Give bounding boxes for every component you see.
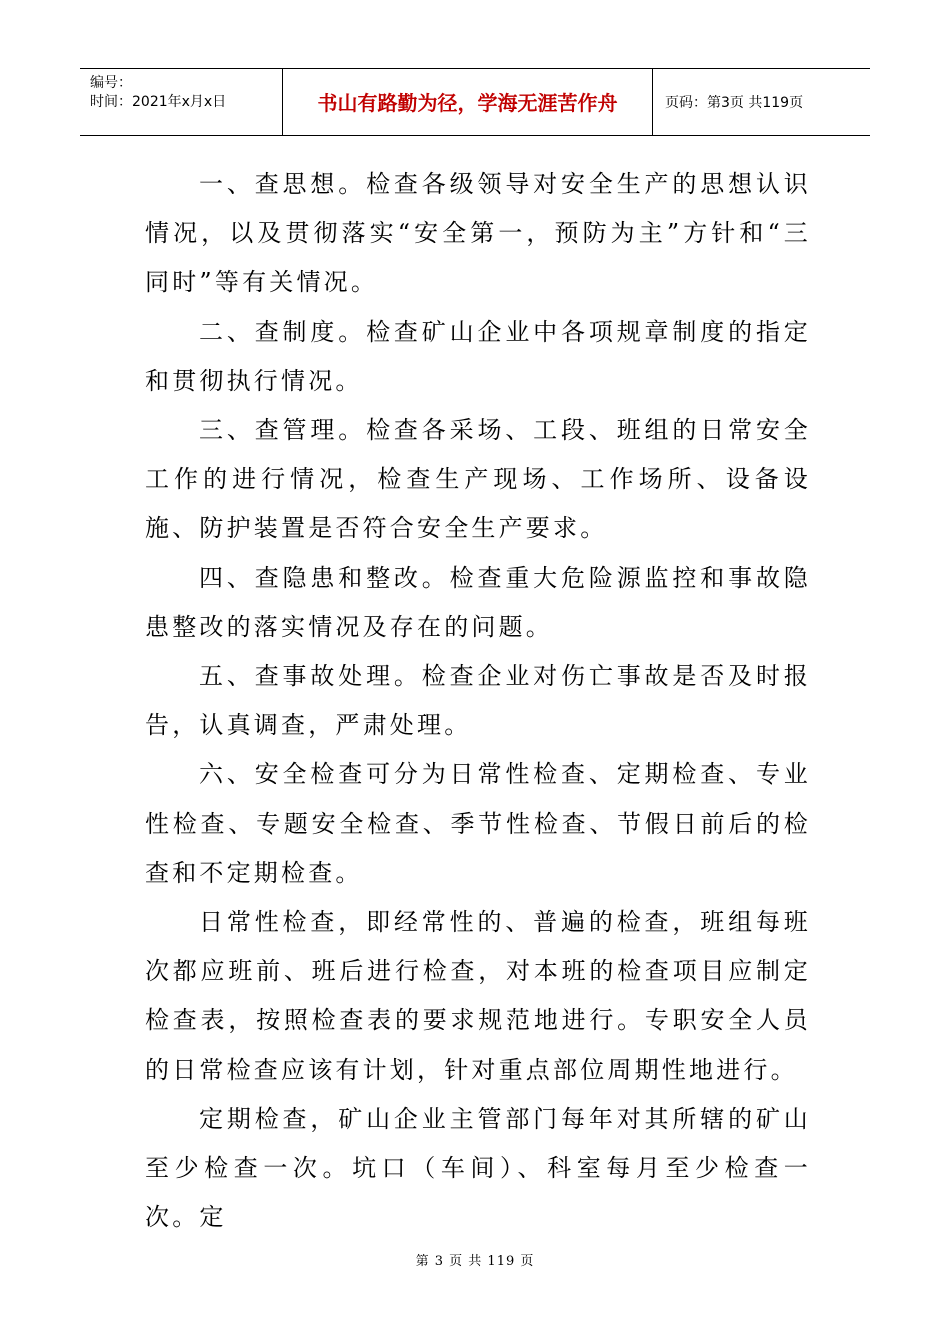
page-header xyxy=(80,68,870,136)
paragraph: 一、查思想。检查各级领导对安全生产的思想认识情况，以及贯彻落实“安全第一，预防为主”方针和“三同时”等有关情况。 xyxy=(145,170,811,297)
paragraph: 定期检查，矿山企业主管部门每年对其所辖的矿山至少检查一次。坑口（车间）、科室每月至少检查一次。定 xyxy=(145,1104,811,1232)
document-body xyxy=(145,160,811,1242)
paragraph: 日常性检查，即经常性的、普遍的检查，班组每班次都应班前、班后进行检查，对本班的检查项目应制定检查表，按照检查表的要求规范地进行。专职安全人员的日常检查应该有计划，针对重点部位周期性地进行。 xyxy=(145,908,811,1084)
paragraph: 四、查隐患和整改。检查重大危险源监控和事故隐患整改的落实情况及存在的问题。 xyxy=(145,563,811,641)
paragraph: 六、安全检查可分为日常性检查、定期检查、专业性检查、专题安全检查、季节性检查、节假日前后的检查和不定期检查。 xyxy=(145,760,811,887)
paragraph: 五、查事故处理。检查企业对伤亡事故是否及时报告，认真调查，严肃处理。 xyxy=(145,662,811,740)
page-footer: 第 3 页 共 119 页 xyxy=(415,1254,535,1269)
header-page-info: 页码：第3页 共119页 xyxy=(665,95,804,111)
document-number-label: 编号： xyxy=(90,75,132,91)
paragraph: 二、查制度。检查矿山企业中各项规章制度的指定和贯彻执行情况。 xyxy=(145,317,811,395)
header-motto: 书山有路勤为径，学海无涯苦作舟 xyxy=(283,69,653,135)
paragraph: 三、查管理。检查各采场、工段、班组的日常安全工作的进行情况，检查生产现场、工作场所、设备设施、防护装置是否符合安全生产要求。 xyxy=(145,416,811,543)
header-meta xyxy=(80,69,283,135)
document-date-label: 时间：2021年x月x日 xyxy=(90,94,227,110)
